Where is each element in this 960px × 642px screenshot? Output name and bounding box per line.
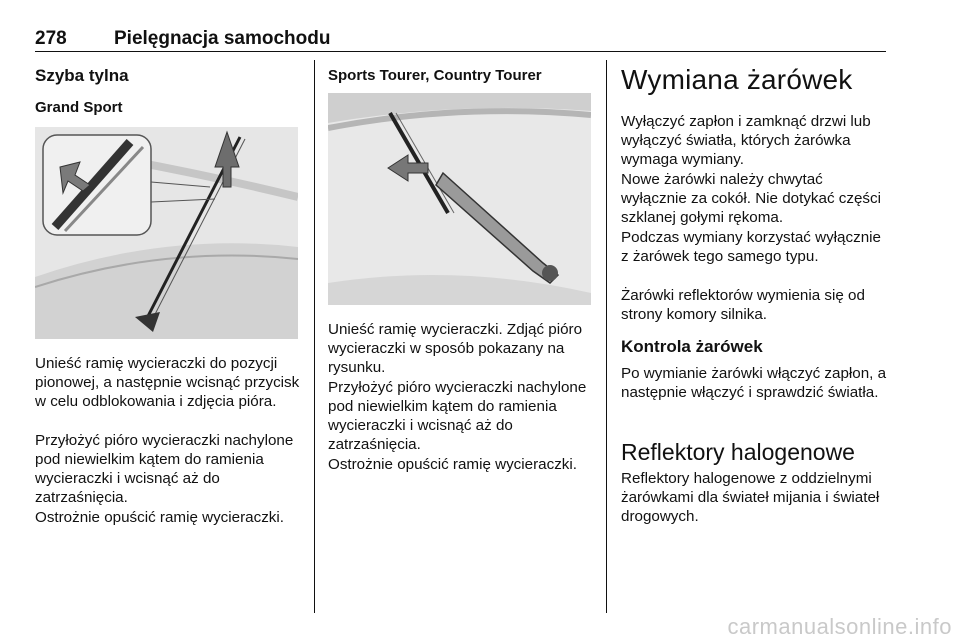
paragraph-3-6: Reflektory halogenowe z oddzielnymi żarówkami dla świateł mijania i świateł drogowych.	[621, 470, 880, 525]
paragraph-1-3: Ostrożnie opuścić ramię wycieraczki.	[35, 509, 284, 526]
page-header	[35, 28, 885, 50]
paragraph-3-1: Wyłączyć zapłon i zamknąć drzwi lub wyłączyć światła, których żarówka wymaga wymiany.	[621, 113, 871, 168]
section-title-bulb-replacement: Wymiana żarówek	[621, 64, 853, 95]
subsection-title-bulb-check: Kontrola żarówek	[621, 337, 763, 356]
paragraph-2-1: Unieść ramię wycieraczki. Zdjąć pióro wycieraczki w sposób pokazany na rysunku.	[328, 321, 583, 376]
paragraph-2-2: Przyłożyć pióro wycieraczki nachylone pod niewielkim kątem do ramienia wycieraczki i wcisnąć aż do zatrzaśnięcia.	[328, 379, 587, 453]
section-title-rear-window: Szyba tylna	[35, 66, 129, 85]
column-divider-1	[314, 60, 315, 613]
paragraph-3-3: Podczas wymiany korzystać wyłącznie z żarówek tego samego typu.	[621, 229, 881, 265]
figure-grand-sport-wiper	[35, 127, 298, 339]
page-number: 278	[35, 28, 67, 49]
subsection-title-sports-tourer: Sports Tourer, Country Tourer	[328, 67, 542, 84]
figure-sports-tourer-wiper	[328, 93, 591, 305]
paragraph-1-2: Przyłożyć pióro wycieraczki nachylone pod niewielkim kątem do ramienia wycieraczki i wcisnąć aż do zatrzaśnięcia.	[35, 432, 294, 506]
chapter-title: Pielęgnacja samochodu	[114, 28, 331, 49]
wiper-illustration-1	[35, 127, 298, 339]
paragraph-1-1: Unieść ramię wycieraczki do pozycji pionowej, a następnie wcisnąć przycisk w celu odblokowania i zdjęcia pióra.	[35, 355, 300, 410]
paragraph-2-3: Ostrożnie opuścić ramię wycieraczki.	[328, 456, 577, 473]
section-title-halogen-headlights: Reflektory halogenowe	[621, 439, 855, 465]
subsection-title-grand-sport: Grand Sport	[35, 99, 123, 116]
column-divider-2	[606, 60, 607, 613]
paragraph-3-4: Żarówki reflektorów wymienia się od strony komory silnika.	[621, 287, 865, 323]
header-rule	[35, 51, 886, 52]
paragraph-3-2: Nowe żarówki należy chwytać wyłącznie za cokół. Nie dotykać części szklanej gołymi rękoma.	[621, 171, 881, 226]
paragraph-3-5: Po wymianie żarówki włączyć zapłon, a następnie włączyć i sprawdzić światła.	[621, 365, 887, 401]
wiper-illustration-2	[328, 93, 591, 305]
watermark: carmanualsonline.info	[727, 614, 952, 639]
